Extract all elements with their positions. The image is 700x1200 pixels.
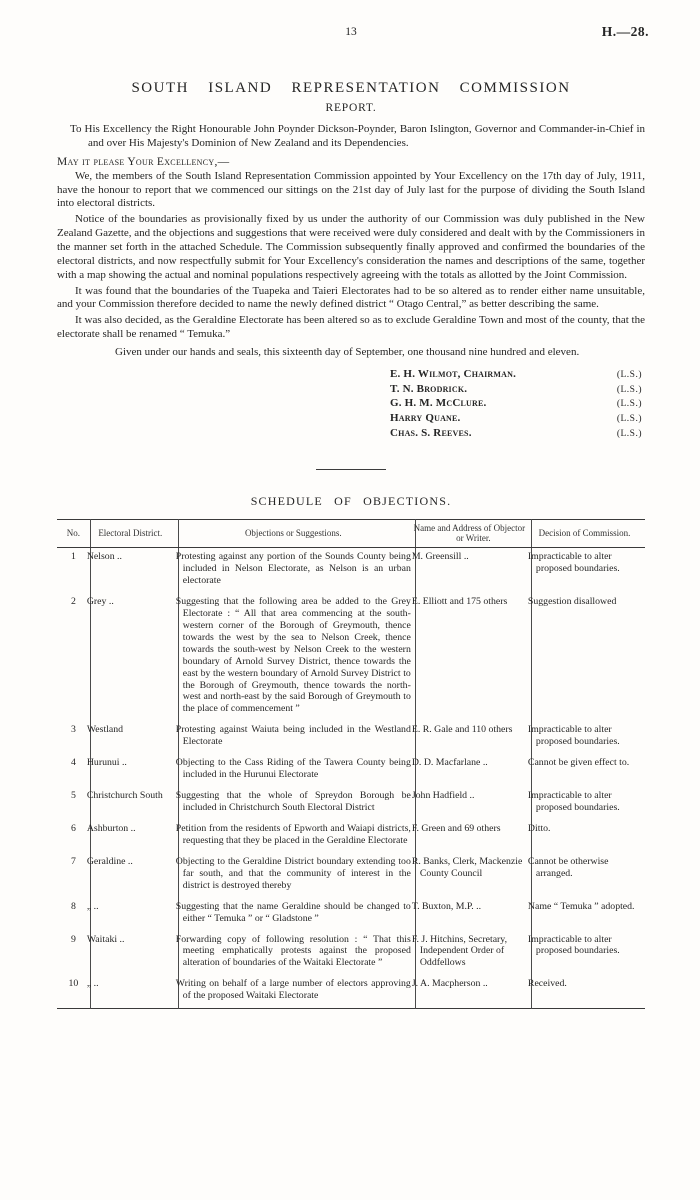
- cell-objector: John Hadfield ..: [415, 787, 531, 820]
- column-header-objections: Objections or Suggestions.: [178, 519, 415, 548]
- cell-no: 8: [70, 900, 76, 912]
- cell-no: 1: [70, 551, 76, 563]
- table-row: [57, 931, 645, 976]
- report-heading: REPORT.: [325, 102, 377, 114]
- cell-objector: D. D. Macfarlane ..: [415, 754, 531, 787]
- cell-no: 5: [70, 790, 76, 802]
- cell-no: 10: [68, 978, 79, 990]
- signatory-name: Chas. S. Reeves.: [390, 426, 472, 439]
- cell-district: Geraldine ..: [90, 853, 178, 898]
- section-divider: [316, 469, 386, 470]
- table-row: [57, 548, 645, 593]
- document-title: SOUTH ISLAND REPRESENTATION COMMISSION: [131, 80, 571, 96]
- seal-mark: (L.S.): [616, 428, 642, 439]
- signature-row: [390, 396, 642, 411]
- schedule-title: SCHEDULE OF OBJECTIONS.: [250, 493, 452, 508]
- cell-decision: Impracticable to alter proposed boundaries.: [531, 787, 645, 820]
- cell-no: 2: [70, 595, 76, 607]
- cell-decision: Impracticable to alter proposed boundaries.: [531, 721, 645, 754]
- cell-objector: R. Banks, Clerk, Mackenzie County Council: [415, 853, 531, 898]
- cell-objector: F. J. Hitchins, Secretary, Independent Order of Oddfellows: [415, 931, 531, 976]
- column-header-objector: Name and Address of Objector or Writer.: [415, 519, 531, 548]
- signatory-name: Harry Quane.: [390, 412, 461, 425]
- signature-row: [390, 426, 642, 441]
- cell-objection: Suggesting that the following area be added to the Grey Electorate : “ All that area commencing at the south-western corner of the Borough of Greymouth, thence towards the west by the sea to Nelson Creek, thence towards the south-west by Nelson Creek to the western boundary of Arnold Survey District, thence towards the east by the western boundary of Arnold Survey District to the Borough of Greymouth, thence towards the north-west and north-east by the said Borough of Greymouth to the place of commencement ”: [178, 593, 415, 721]
- paragraph-4: It was also decided, as the Geraldine Electorate has been altered so as to exclude Geraldine Town and most of the county, that the electorate shall be renamed “ Temuka.”: [57, 314, 645, 341]
- signature-row: [390, 367, 642, 382]
- cell-objection: Petition from the residents of Epworth and Waiapi districts, requesting that they be placed in the Geraldine Electorate: [178, 820, 415, 853]
- cell-decision: Cannot be otherwise arranged.: [531, 853, 645, 898]
- cell-district: Christchurch South: [90, 787, 178, 820]
- doc-reference: H.—28.: [601, 24, 649, 39]
- cell-decision: Suggestion disallowed: [531, 593, 645, 721]
- cell-objection: Protesting against any portion of the Sounds County being included in Nelson Electorate, as Nelson is an urban electorate: [178, 548, 415, 593]
- cell-objector: F. Green and 69 others: [415, 820, 531, 853]
- signatory-name: E. H. Wilmot, Chairman.: [390, 367, 517, 380]
- cell-objector: T. Buxton, M.P. ..: [415, 898, 531, 931]
- cell-decision: Name “ Temuka ” adopted.: [531, 898, 645, 931]
- cell-decision: Impracticable to alter proposed boundaries.: [531, 548, 645, 593]
- objections-table: [57, 519, 645, 1010]
- paragraph-2: Notice of the boundaries as provisionally fixed by us under the authority of our Commission was duly published in the New Zealand Gazette, and the objections and suggestions that were received were duly considered and dealt with by the Commissioners in the manner set forth in the attached Schedule. The Commission subsequently finally approved and confirmed the boundaries of the electoral districts, and now respectfully submit for Your Excellency's consideration the names and descriptions of the same, together with a map showing the actual and nominal populations respectively agreeing with the totals as allotted by the Joint Commission.: [57, 213, 645, 281]
- cell-objector: J. A. Macpherson ..: [415, 975, 531, 1008]
- cell-objection: Writing on behalf of a large number of electors approving of the proposed Waitaki Electorate: [178, 975, 415, 1008]
- cell-decision: Received.: [531, 975, 645, 1008]
- table-header-row: [57, 519, 645, 548]
- cell-objection: Objecting to the Cass Riding of the Tawera County being included in the Hurunui Electorate: [178, 754, 415, 787]
- address-paragraph: To His Excellency the Right Honourable John Poynder Dickson-Poynder, Baron Islington, Governor and Commander-in-Chief in and over His Majesty's Dominion of New Zealand and its Dependencies.: [70, 123, 645, 149]
- signature-row: [390, 382, 642, 397]
- paragraph-3: It was found that the boundaries of the Tuapeka and Taieri Electorates had to be so altered as to render either name unsuitable, and your Commission therefore decided to name the newly defined district “ Otago Central,” as better describing the same.: [57, 284, 645, 311]
- column-header-district: Electoral District.: [90, 519, 178, 548]
- cell-no: 6: [70, 822, 76, 834]
- cell-district: „ ..: [90, 898, 178, 931]
- signature-row: [390, 411, 642, 426]
- table-row: [57, 754, 645, 787]
- seal-mark: (L.S.): [616, 384, 642, 395]
- cell-district: Nelson ..: [90, 548, 178, 593]
- signature-block: [390, 367, 642, 441]
- cell-decision: Cannot be given effect to.: [531, 754, 645, 787]
- cell-objector: M. Greensill ..: [415, 548, 531, 593]
- signatory-name: G. H. M. McClure.: [390, 397, 487, 410]
- page-number: 13: [345, 26, 357, 38]
- cell-district: Hurunui ..: [90, 754, 178, 787]
- table-row: [57, 721, 645, 754]
- cell-decision: Ditto.: [531, 820, 645, 853]
- cell-district: Ashburton ..: [90, 820, 178, 853]
- cell-district: Grey ..: [90, 593, 178, 721]
- column-header-no: No.: [57, 519, 90, 548]
- cell-objection: Forwarding copy of following resolution : “ That this meeting emphatically protests against the proposed alteration of boundaries of the Waitaki Electorate ”: [178, 931, 415, 976]
- cell-no: 4: [70, 757, 76, 769]
- cell-objection: Suggesting that the whole of Spreydon Borough be included in Christchurch South Electoral District: [178, 787, 415, 820]
- table-row: [57, 787, 645, 820]
- table-row: [57, 853, 645, 898]
- seal-mark: (L.S.): [616, 399, 642, 410]
- cell-district: Westland: [90, 721, 178, 754]
- table-row: [57, 898, 645, 931]
- column-header-decision: Decision of Commission.: [531, 519, 645, 548]
- table-row: [57, 820, 645, 853]
- cell-objector: E. Elliott and 175 others: [415, 593, 531, 721]
- cell-objection: Suggesting that the name Geraldine should be changed to either “ Temuka ” or “ Gladstone ”: [178, 898, 415, 931]
- seal-mark: (L.S.): [616, 369, 642, 380]
- cell-no: 7: [70, 855, 76, 867]
- table-row: [57, 593, 645, 721]
- seal-mark: (L.S.): [616, 414, 642, 425]
- cell-objection: Protesting against Waiuta being included in the Westland Electorate: [178, 721, 415, 754]
- cell-no: 3: [70, 724, 76, 736]
- cell-objector: E. R. Gale and 110 others: [415, 721, 531, 754]
- paragraph-1: We, the members of the South Island Representation Commission appointed by Your Excellency on the 17th day of July, 1911, have the honour to report that we commenced our sittings on the 21st day of July last for the purpose of dividing the South Island into electoral districts.: [57, 169, 645, 210]
- cell-district: „ ..: [90, 975, 178, 1008]
- cell-objection: Objecting to the Geraldine District boundary extending too far south, and that the community of interest in the district is destroyed thereby: [178, 853, 415, 898]
- signatory-name: T. N. Brodrick.: [390, 382, 468, 395]
- cell-district: Waitaki ..: [90, 931, 178, 976]
- table-row: [57, 975, 645, 1008]
- cell-decision: Impracticable to alter proposed boundaries.: [531, 931, 645, 976]
- cell-no: 9: [70, 933, 76, 945]
- closing-paragraph: Given under our hands and seals, this sixteenth day of September, one thousand nine hundred and eleven.: [115, 346, 580, 359]
- page-header: [57, 24, 649, 44]
- salutation: May it please Your Excellency,—: [57, 155, 230, 168]
